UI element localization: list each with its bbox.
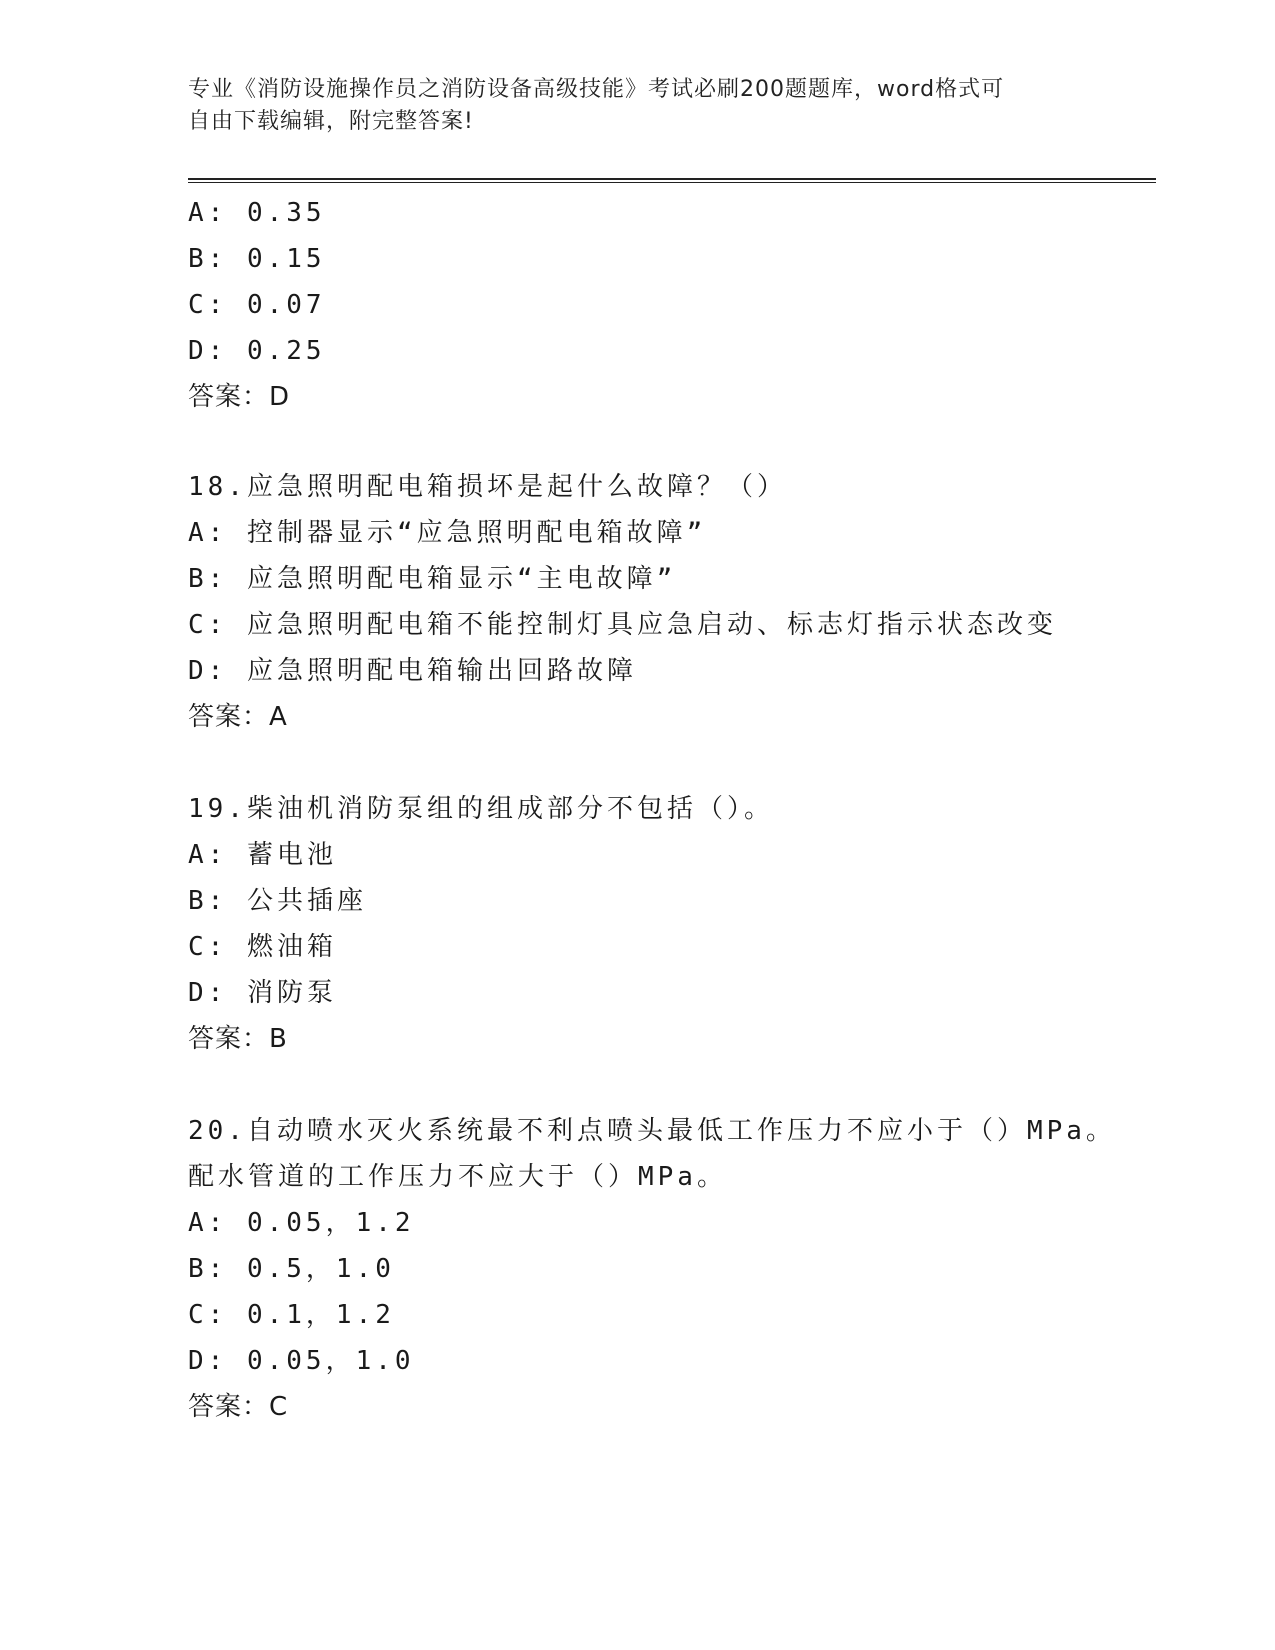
q19-option-a: A: 蓄电池 — [188, 840, 337, 870]
header-line-1: 专业《消防设施操作员之消防设备高级技能》考试必刷200题题库，word格式可 — [188, 77, 1005, 102]
q19-option-b: B: 公共插座 — [188, 886, 367, 916]
q20-option-d: D: 0.05，1.0 — [188, 1346, 415, 1376]
q20-option-a: A: 0.05，1.2 — [188, 1208, 415, 1238]
question-20 — [188, 1108, 1148, 1430]
q17-answer: 答案：D — [188, 382, 291, 412]
question-19 — [188, 786, 1148, 1062]
q18-option-c: C: 应急照明配电箱不能控制灯具应急启动、标志灯指示状态改变 — [188, 610, 1057, 640]
question-list — [188, 190, 1148, 1430]
q18-option-d: D: 应急照明配电箱输出回路故障 — [188, 656, 637, 686]
q17-option-a: A: 0.35 — [188, 198, 326, 228]
q18-option-b: B: 应急照明配电箱显示“主电故障” — [188, 564, 677, 594]
q19-answer: 答案：B — [188, 1024, 288, 1054]
spacer — [188, 1062, 1148, 1108]
q18-option-a: A: 控制器显示“应急照明配电箱故障” — [188, 518, 707, 548]
q17-option-b: B: 0.15 — [188, 244, 326, 274]
q20-question-line-2: 配水管道的工作压力不应大于（）MPa。 — [188, 1162, 727, 1192]
q18-answer: 答案：A — [188, 702, 288, 732]
q17-option-c: C: 0.07 — [188, 290, 326, 320]
spacer — [188, 420, 1148, 464]
q19-option-c: C: 燃油箱 — [188, 932, 337, 962]
q20-answer: 答案：C — [188, 1392, 289, 1422]
q20-option-c: C: 0.1，1.2 — [188, 1300, 395, 1330]
q20-option-b: B: 0.5，1.0 — [188, 1254, 395, 1284]
q20-question-line-1: 20.自动喷水灭火系统最不利点喷头最低工作压力不应小于（）MPa。 — [188, 1116, 1116, 1146]
document-header — [188, 74, 1088, 138]
header-line-2: 自由下载编辑，附完整答案! — [188, 109, 474, 134]
q17-option-d: D: 0.25 — [188, 336, 326, 366]
q19-option-d: D: 消防泵 — [188, 978, 337, 1008]
q18-question: 18.应急照明配电箱损坏是起什么故障？（） — [188, 472, 787, 502]
header-divider — [188, 178, 1156, 183]
q19-question: 19.柴油机消防泵组的组成部分不包括（）。 — [188, 794, 774, 824]
spacer — [188, 740, 1148, 786]
question-18 — [188, 464, 1148, 740]
question-17 — [188, 190, 1148, 420]
